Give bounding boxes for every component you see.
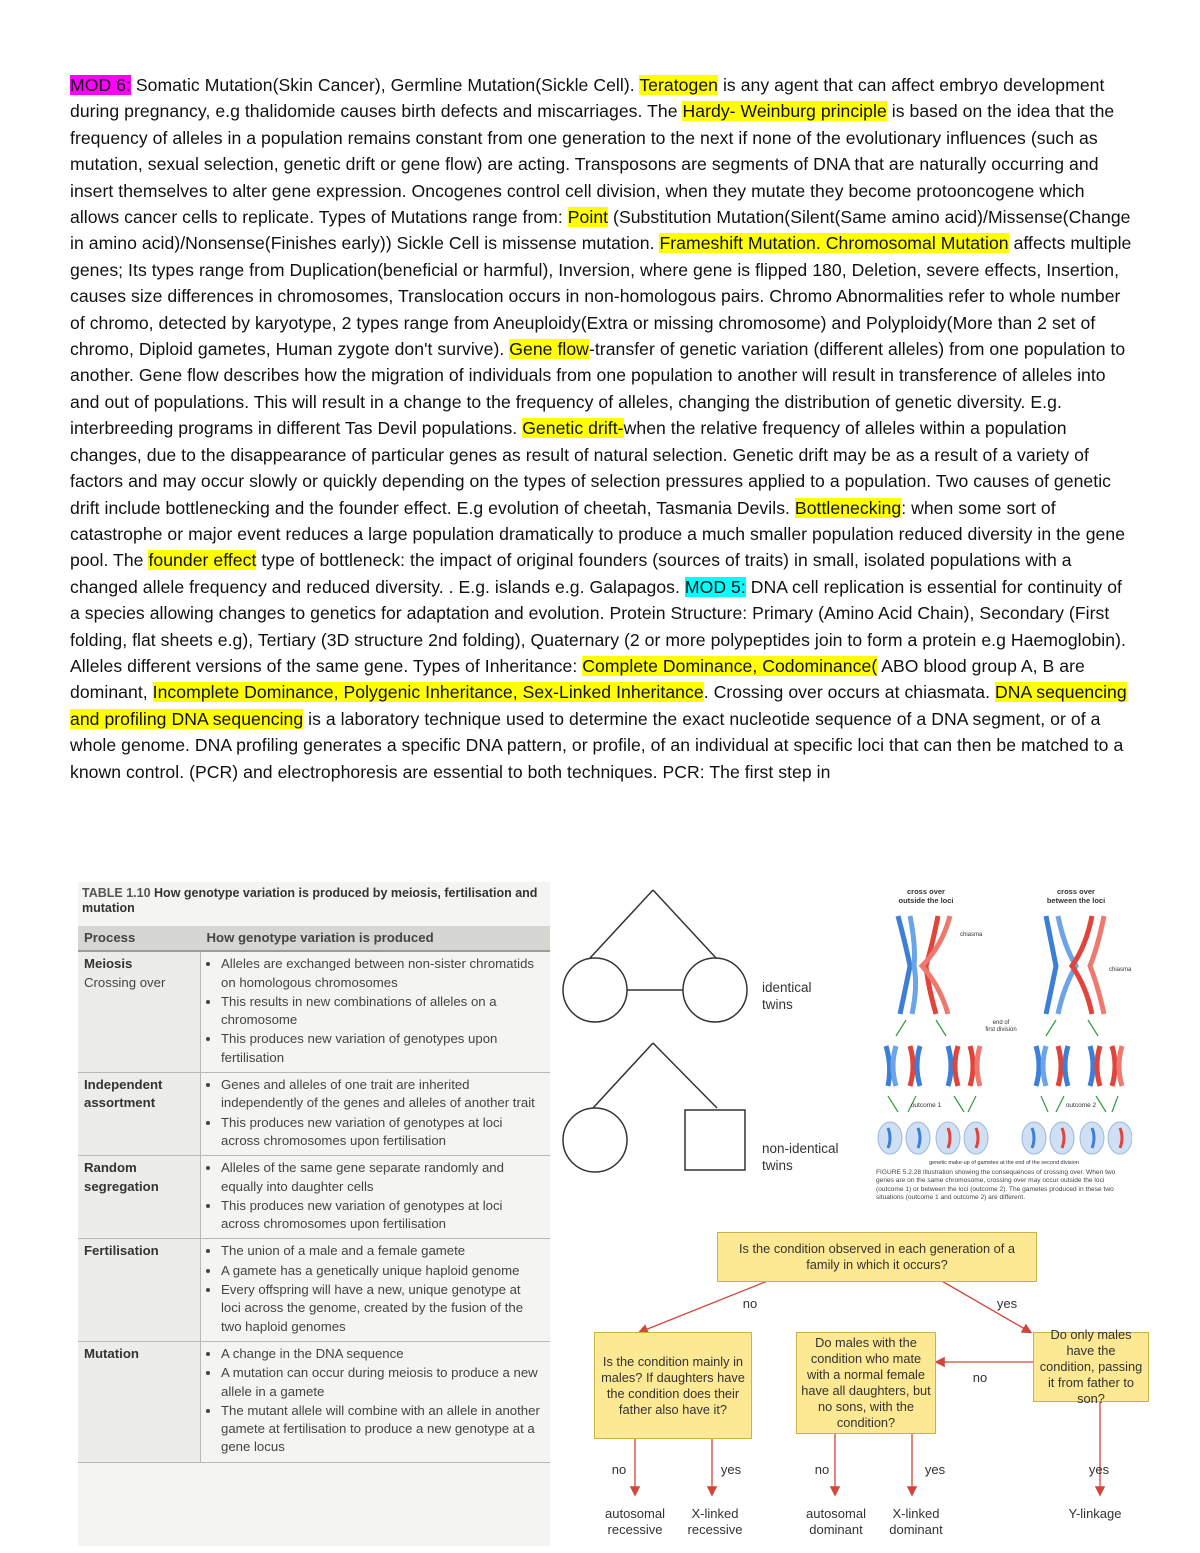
- column-header-process: Process: [78, 926, 201, 951]
- outcome-autosomal-recessive: autosomal recessive: [605, 1506, 665, 1537]
- term-inheritance-2: Incomplete Dominance, Polygenic Inheritance, Sex-Linked Inheritance: [152, 682, 704, 703]
- twins-diagram: [560, 885, 860, 1195]
- process-name: Meiosis: [84, 956, 133, 972]
- variation-bullet: • This produces new variation of genotypes at loci across chromosomes upon fertilisation: [221, 1197, 544, 1234]
- notes-text: (Substitution Mutation(Silent(Same amino acid)/Missense(Change in amino acid)/Nonsense(Finishes early)) Sickle Cell is missense mutation.: [70, 207, 1131, 254]
- variation-bullet: • Every offspring will have a new, unique genotype at loci across the genome, created by the fusion of the two haploid genomes: [221, 1281, 544, 1336]
- notes-text: is based on the idea that the frequency of alleles in a population remains constant from one generation to the next if none of the evolutionary influences (such as mutation, sexual selection, genetic drift or gene flow) are acting. Transposons are segments of DNA that are naturally occurring and insert themselves to alter gene expression. Oncogenes control cell division, when they mutate they become protooncogene which allows cancer cells to replicate. Types of Mutations range from:: [70, 101, 1115, 228]
- chiasma-label: chiasma: [960, 932, 983, 938]
- column-header-how: How genotype variation is produced: [201, 926, 551, 951]
- process-cell: [78, 1156, 201, 1239]
- chromosome-pair-right-top: [1046, 916, 1104, 1014]
- table-body: [78, 951, 550, 1462]
- process-name: Random segregation: [84, 1160, 159, 1194]
- term-frameshift: Frameshift Mutation. Chromosomal Mutation: [659, 233, 1009, 254]
- identical-label-2: twins: [762, 997, 793, 1012]
- notes-text: . Crossing over occurs at chiasmata.: [703, 682, 995, 703]
- variation-bullet: • This produces new variation of genotypes upon fertilisation: [221, 1030, 544, 1067]
- variation-bullet: • A mutation can occur during meiosis to produce a new allele in a gamete: [221, 1364, 544, 1401]
- term-teratogen: Teratogen: [639, 75, 719, 95]
- process-cell: [78, 1239, 201, 1341]
- table-row: [78, 1239, 550, 1341]
- term-gene-flow: Gene flow: [509, 339, 589, 360]
- chromosomes-middle: [886, 1046, 1122, 1086]
- flow-label-yes: yes: [1088, 1462, 1110, 1477]
- flow-question-only-males: Do only males have the condition, passing it from father to son?: [1033, 1332, 1149, 1402]
- right-title: cross over: [1057, 887, 1095, 896]
- end-division-label-2: first division: [985, 1027, 1017, 1033]
- term-bottlenecking: Bottlenecking: [794, 497, 902, 518]
- process-subname: Crossing over: [84, 974, 166, 990]
- notes-text: type of bottleneck: the impact of original founders (sources of traits) in small, isolated populations with a changed allele frequency and reduced diversity. . E.g. islands e.g. Galapagos.: [70, 550, 1072, 597]
- flow-question-each-generation: Is the condition observed in each generation of a family in which it occurs?: [717, 1232, 1037, 1282]
- term-hardy-weinburg: Hardy- Weinburg principle: [682, 101, 887, 122]
- inheritance-flowchart: [560, 1228, 1160, 1548]
- non-identical-twins-pedigree: [563, 1043, 745, 1172]
- flow-label-yes: yes: [720, 1462, 742, 1477]
- notes-text: is any agent that can affect embryo development during pregnancy, e.g thalidomide causes birth defects and miscarriages. The: [70, 75, 1105, 122]
- outcome-2-label: outcome 2: [1065, 1102, 1097, 1109]
- notes-text: when the relative frequency of alleles within a population changes, due to the disappearance of particular genes as result of natural selection. Genetic drift may be as a result of a variety of factors and may occur slowly or quickly depending on the types of selection pressures applied to a population. Two causes of genetic drift include bottlenecking and the founder effect. E.g evolution of cheetah, Tasmania Devils.: [70, 418, 1111, 518]
- non-identical-label: non-identical: [762, 1141, 839, 1156]
- notes-text: Somatic Mutation(Skin Cancer), Germline Mutation(Sickle Cell).: [130, 75, 640, 95]
- mod5-label: MOD 5:: [684, 576, 746, 597]
- process-name: Independent assortment: [84, 1077, 163, 1111]
- twin-square: [685, 1110, 745, 1170]
- notes-text: ABO blood group A, B are dominant,: [70, 655, 1085, 703]
- term-dna-sequencing: DNA sequencing and profiling DNA sequencing: [70, 682, 1127, 729]
- genotype-variation-table: [78, 926, 550, 1463]
- variation-bullet: • The mutant allele will combine with an allele in another gamete at fertilisation to produce a new genotype at a gene locus: [221, 1402, 544, 1457]
- table-caption: [78, 882, 550, 916]
- term-genetic-drift: Genetic drift-: [522, 418, 624, 439]
- variation-cell: [201, 1073, 551, 1156]
- identical-twins-pedigree: [563, 890, 747, 1022]
- left-title-2: outside the loci: [898, 896, 954, 905]
- outcome-1-label: outcome 1: [910, 1102, 942, 1109]
- outcome-x-linked-recessive: X-linked recessive: [687, 1506, 743, 1537]
- outcome-x-linked-dominant: X-linked dominant: [889, 1506, 943, 1537]
- twin-circle: [563, 958, 627, 1022]
- table-row: [78, 1156, 550, 1239]
- notes-text: -transfer of genetic variation (different alleles) from one population to another. Gene flow describes how the migration of individuals from one population to another will result in transference of alleles into and out of populations. This will result in a change to the frequency of alleles, changing the distribution of genetic diversity. E.g. interbreeding programs in different Tas Devil populations.: [70, 339, 1126, 439]
- notes-text: DNA cell replication is essential for continuity of a species allowing changes to genetics for adaptation and evolution. Protein Structure: Primary (Amino Acid Chain), Secondary (First folding, flat sheets e.g), Tertiary (3D structure 2nd folding), Quaternary (2 or more polypeptides join to form a protein e.g Haemoglobin). Alleles different versions of the same gene. Types of Inheritance:: [70, 576, 1126, 676]
- variation-cell: [201, 1239, 551, 1341]
- chromosome-pair-left-top: [898, 916, 950, 1014]
- twin-circle: [563, 1108, 627, 1172]
- variation-bullet: • A change in the DNA sequence: [221, 1345, 544, 1363]
- flow-label-no-mid: no: [972, 1370, 988, 1385]
- variation-bullet: • The union of a male and a female gamete: [221, 1242, 544, 1260]
- process-cell: [78, 1341, 201, 1462]
- term-point: Point: [567, 207, 609, 228]
- notes-paragraph: [70, 72, 1132, 785]
- table-row: [78, 951, 550, 1072]
- process-name: Fertilisation: [84, 1243, 159, 1259]
- variation-bullet: • Genes and alleles of one trait are inherited independently of the genes and alleles of another trait: [221, 1076, 544, 1113]
- variation-cell: [201, 1156, 551, 1239]
- table-number: TABLE 1.10: [82, 886, 151, 900]
- variation-bullet: • Alleles of the same gene separate randomly and equally into daughter cells: [221, 1159, 544, 1196]
- flow-label-no: no: [742, 1296, 758, 1311]
- term-founder-effect: founder effect: [148, 550, 257, 571]
- term-inheritance-1: Complete Dominance, Codominance(: [582, 655, 878, 676]
- flow-label-no: no: [611, 1462, 627, 1477]
- table-row: [78, 1073, 550, 1156]
- notes-text: : when some sort of catastrophe or major event reduces a large population dramatically to produce a much smaller population reduced diversity in the gene pool. The: [70, 497, 1126, 571]
- identical-label: identical: [762, 980, 812, 995]
- crossing-caption: FIGURE 5.2.28 Illustration showing the consequences of crossing over. When two genes are on the same chromosome, crossing over may occur outside the loci (outcome 1) or between the loci (outcome 2). The gametes produced in these two situations (outcome 1 and outcome 2) are different.: [876, 1169, 1116, 1202]
- genotype-variation-table-figure: [78, 882, 550, 1546]
- crossing-over-figure: [876, 886, 1132, 1226]
- outcome-y-linkage: Y-linkage: [1068, 1506, 1122, 1521]
- table-row: [78, 1341, 550, 1462]
- flow-question-mainly-males: Is the condition mainly in males? If daughters have the condition does their father also have it?: [594, 1332, 752, 1439]
- process-name: Mutation: [84, 1345, 139, 1361]
- flow-question-males-mate: Do males with the condition who mate with a normal female have all daughters, but no sons, with the condition?: [796, 1332, 936, 1434]
- left-title: cross over: [907, 887, 945, 896]
- twin-circle: [683, 958, 747, 1022]
- variation-bullet: • Alleles are exchanged between non-sister chromatids on homologous chromosomes: [221, 955, 544, 992]
- genetic-makeup-label: genetic make-up of gametes at the end of the second division: [929, 1160, 1079, 1166]
- process-cell: [78, 951, 201, 1072]
- flow-label-yes: yes: [924, 1462, 946, 1477]
- table-title: How genotype variation is produced by meiosis, fertilisation and mutation: [82, 886, 538, 915]
- variation-bullet: • This produces new variation of genotypes at loci across chromosomes upon fertilisation: [221, 1114, 544, 1151]
- process-cell: [78, 1073, 201, 1156]
- flow-label-yes: yes: [996, 1296, 1018, 1311]
- variation-bullet: • This results in new combinations of alleles on a chromosome: [221, 993, 544, 1030]
- variation-cell: [201, 951, 551, 1072]
- variation-cell: [201, 1341, 551, 1462]
- notes-text: affects multiple genes; Its types range from Duplication(beneficial or harmful), Inversion, where gene is flipped 180, Deletion, severe effects, Insertion, causes size differences in chromosomes, Translocation occurs in non-homologous pairs. Chromo Abnormalities refer to whole number of chromo, detected by karyotype, 2 types range from Aneuploidy(Extra or missing chromosome) and Polyploidy(More than 2 set of chromo, Diploid gametes, Human zygote don't survive).: [70, 233, 1132, 360]
- variation-bullet: • A gamete has a genetically unique haploid genome: [221, 1262, 544, 1280]
- mod6-label: MOD 6:: [70, 75, 131, 95]
- right-title-2: between the loci: [1046, 896, 1106, 905]
- end-division-label: end of: [992, 1020, 1010, 1026]
- chiasma-label-2: chiasma: [1109, 967, 1132, 973]
- flow-label-no: no: [814, 1462, 830, 1477]
- non-identical-label-2: twins: [762, 1158, 793, 1173]
- notes-text: is a laboratory technique used to determine the exact nucleotide sequence of a DNA segment, or of a whole genome. DNA profiling generates a specific DNA pattern, or profile, of an individual at specific loci that can then be matched to a known control. (PCR) and electrophoresis are essential to both techniques. PCR: The first step in: [70, 708, 1124, 782]
- outcome-autosomal-dominant: autosomal dominant: [806, 1506, 866, 1537]
- gametes-row: [878, 1122, 1132, 1154]
